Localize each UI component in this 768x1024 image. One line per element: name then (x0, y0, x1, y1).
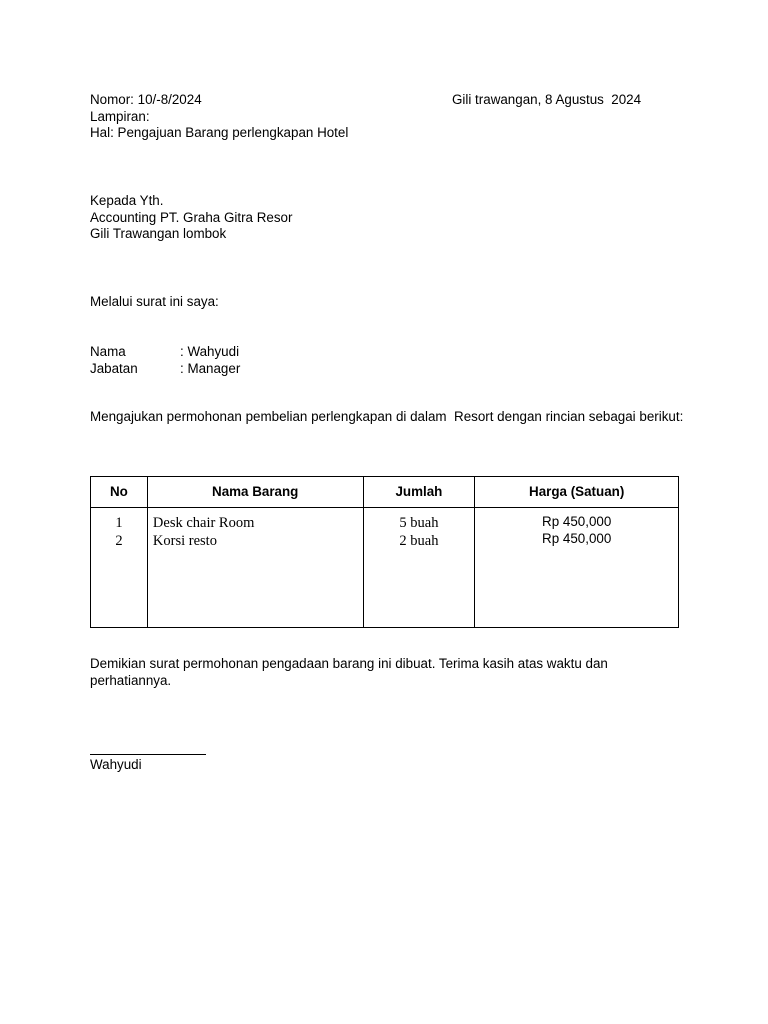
request-paragraph: Mengajukan permohonan pembelian perlengkapan di dalam Resort dengan rincian sebagai berikut: (90, 409, 684, 424)
table-header-row (91, 477, 679, 508)
letter-header (90, 92, 348, 142)
letter-number: Nomor: 10/-8/2024 (90, 92, 202, 107)
row-1-qty: 5 buah (399, 515, 439, 531)
item-name-cell (147, 508, 363, 628)
quantity-cell (363, 508, 475, 628)
row-2-name: Korsi resto (152, 533, 217, 549)
row-1-name: Desk chair Room (152, 515, 255, 531)
name-value: : Wahyudi (180, 344, 240, 359)
position-value: : Manager (180, 360, 241, 376)
header-quantity: Jumlah (363, 477, 475, 508)
position-label: Jabatan (90, 360, 138, 376)
signature-name: Wahyudi (90, 757, 142, 772)
row-2-price: Rp 450,000 (542, 531, 612, 546)
no-cell (91, 508, 148, 628)
items-table (90, 476, 679, 628)
identity-block (90, 344, 240, 377)
header-no: No (91, 477, 148, 508)
recipient-company: Accounting PT. Graha Gitra Resor (90, 209, 293, 225)
row-1-price: Rp 450,000 (542, 514, 612, 529)
row-2-qty: 2 buah (399, 533, 439, 549)
table-row (91, 508, 679, 628)
subject-line: Hal: Pengajuan Barang perlengkapan Hotel (90, 125, 349, 141)
header-item-name: Nama Barang (147, 477, 363, 508)
name-label: Nama (90, 344, 126, 359)
unit-price-cell (475, 508, 679, 628)
row-2-no: 2 (115, 533, 123, 549)
recipient-location: Gili Trawangan lombok (90, 226, 227, 242)
identity-row-name (90, 344, 240, 361)
header-unit-price: Harga (Satuan) (475, 477, 679, 508)
recipient-address (90, 193, 292, 243)
closing-paragraph: Demikian surat permohonan pengadaan barang ini dibuat. Terima kasih atas waktu dan perhatiannya. (90, 656, 612, 688)
row-1-no: 1 (115, 515, 123, 531)
intro-text: Melalui surat ini saya: (90, 294, 219, 309)
identity-row-position (90, 361, 240, 378)
signature-line (90, 754, 206, 755)
place-date: Gili trawangan, 8 Agustus 2024 (452, 92, 642, 107)
attachment-label: Lampiran: (90, 108, 150, 124)
recipient-salutation: Kepada Yth. (90, 193, 164, 208)
